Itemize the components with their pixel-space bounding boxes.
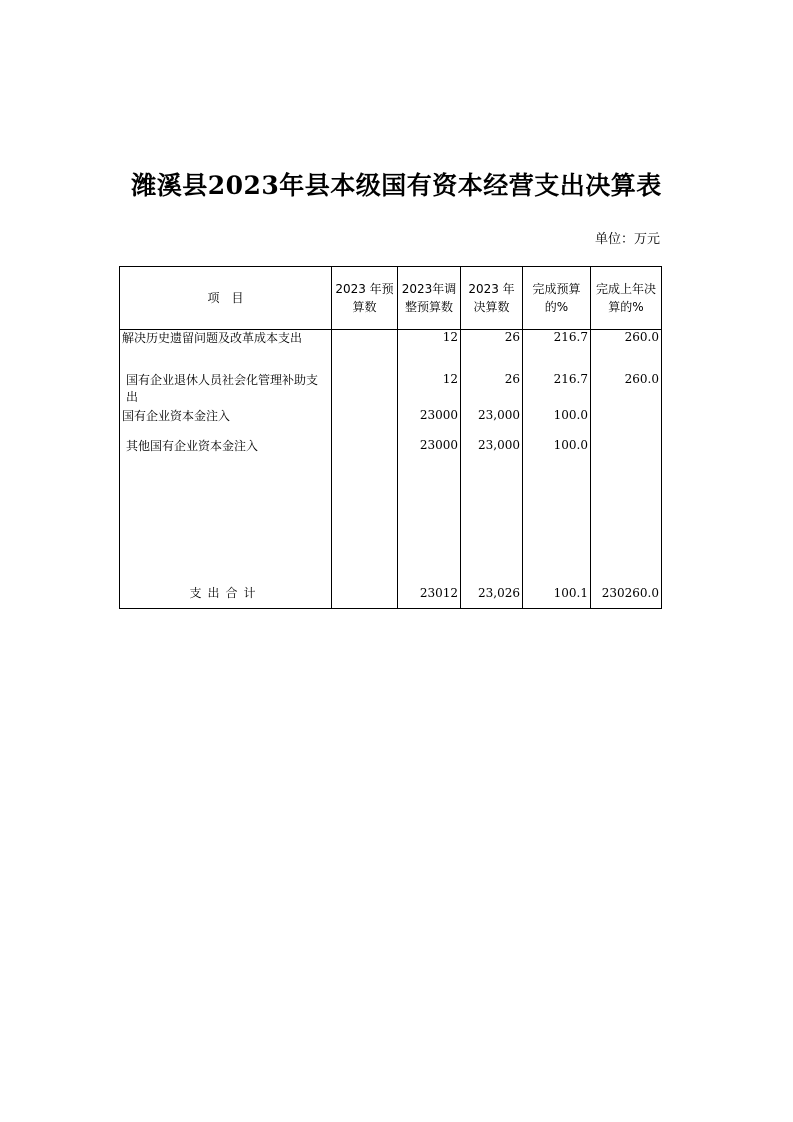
- table-header-row: [120, 267, 662, 330]
- row-item-text: 国有企业退休人员社会化管理补助支出: [126, 372, 319, 404]
- total-adjusted-2023: 23012: [398, 578, 461, 609]
- row-budget-2023: [332, 408, 398, 438]
- table-total-row: [120, 578, 662, 609]
- row-pct-budget: 100.0: [523, 438, 591, 578]
- row-pct-last-year: 260.0: [591, 372, 662, 408]
- row-final-2023: 26: [461, 372, 523, 408]
- row-pct-budget: 100.0: [523, 408, 591, 438]
- row-item: [120, 330, 332, 372]
- row-final-2023: 23,000: [461, 408, 523, 438]
- total-pct-budget: 100.1: [523, 578, 591, 609]
- table-row: [120, 330, 662, 372]
- row-item-text: 国有企业资本金注入: [122, 408, 231, 423]
- total-pct-last-year: 230260.0: [591, 578, 662, 609]
- header-pct-budget: 完成预算的%: [523, 267, 591, 330]
- row-pct-last-year: [591, 438, 662, 578]
- row-budget-2023: [332, 372, 398, 408]
- row-adjusted-2023: 23000: [398, 408, 461, 438]
- table-row: [120, 408, 662, 438]
- page-title: 潍溪县2023年县本级国有资本经营支出决算表: [131, 171, 662, 200]
- unit-label: 单位：万元: [594, 232, 660, 247]
- table-row: [120, 372, 662, 408]
- row-item: [120, 408, 332, 438]
- row-pct-budget: 216.7: [523, 330, 591, 372]
- row-item-text: 解决历史遗留问题及改革成本支出: [122, 331, 303, 345]
- table-row: [120, 438, 662, 578]
- header-item: 项 目: [120, 267, 332, 330]
- row-pct-last-year: 260.0: [591, 330, 662, 372]
- row-item: [120, 438, 332, 578]
- row-pct-budget: 216.7: [523, 372, 591, 408]
- row-adjusted-2023: 12: [398, 372, 461, 408]
- header-budget-2023: 2023 年预算数: [332, 267, 398, 330]
- row-pct-last-year: [591, 408, 662, 438]
- total-final-2023: 23,026: [461, 578, 523, 609]
- row-final-2023: 23,000: [461, 438, 523, 578]
- row-final-2023: 26: [461, 330, 523, 372]
- expenditure-table: [119, 266, 662, 609]
- row-item: [120, 372, 332, 408]
- row-item-text: 其他国有企业资本金注入: [126, 438, 259, 453]
- row-budget-2023: [332, 438, 398, 578]
- row-adjusted-2023: 23000: [398, 438, 461, 578]
- total-budget-2023: [332, 578, 398, 609]
- row-budget-2023: [332, 330, 398, 372]
- total-label: 支出合计: [120, 578, 332, 609]
- header-pct-last-year: 完成上年决算的%: [591, 267, 662, 330]
- row-adjusted-2023: 12: [398, 330, 461, 372]
- header-adjusted-2023: 2023年调整预算数: [398, 267, 461, 330]
- header-final-2023: 2023 年决算数: [461, 267, 523, 330]
